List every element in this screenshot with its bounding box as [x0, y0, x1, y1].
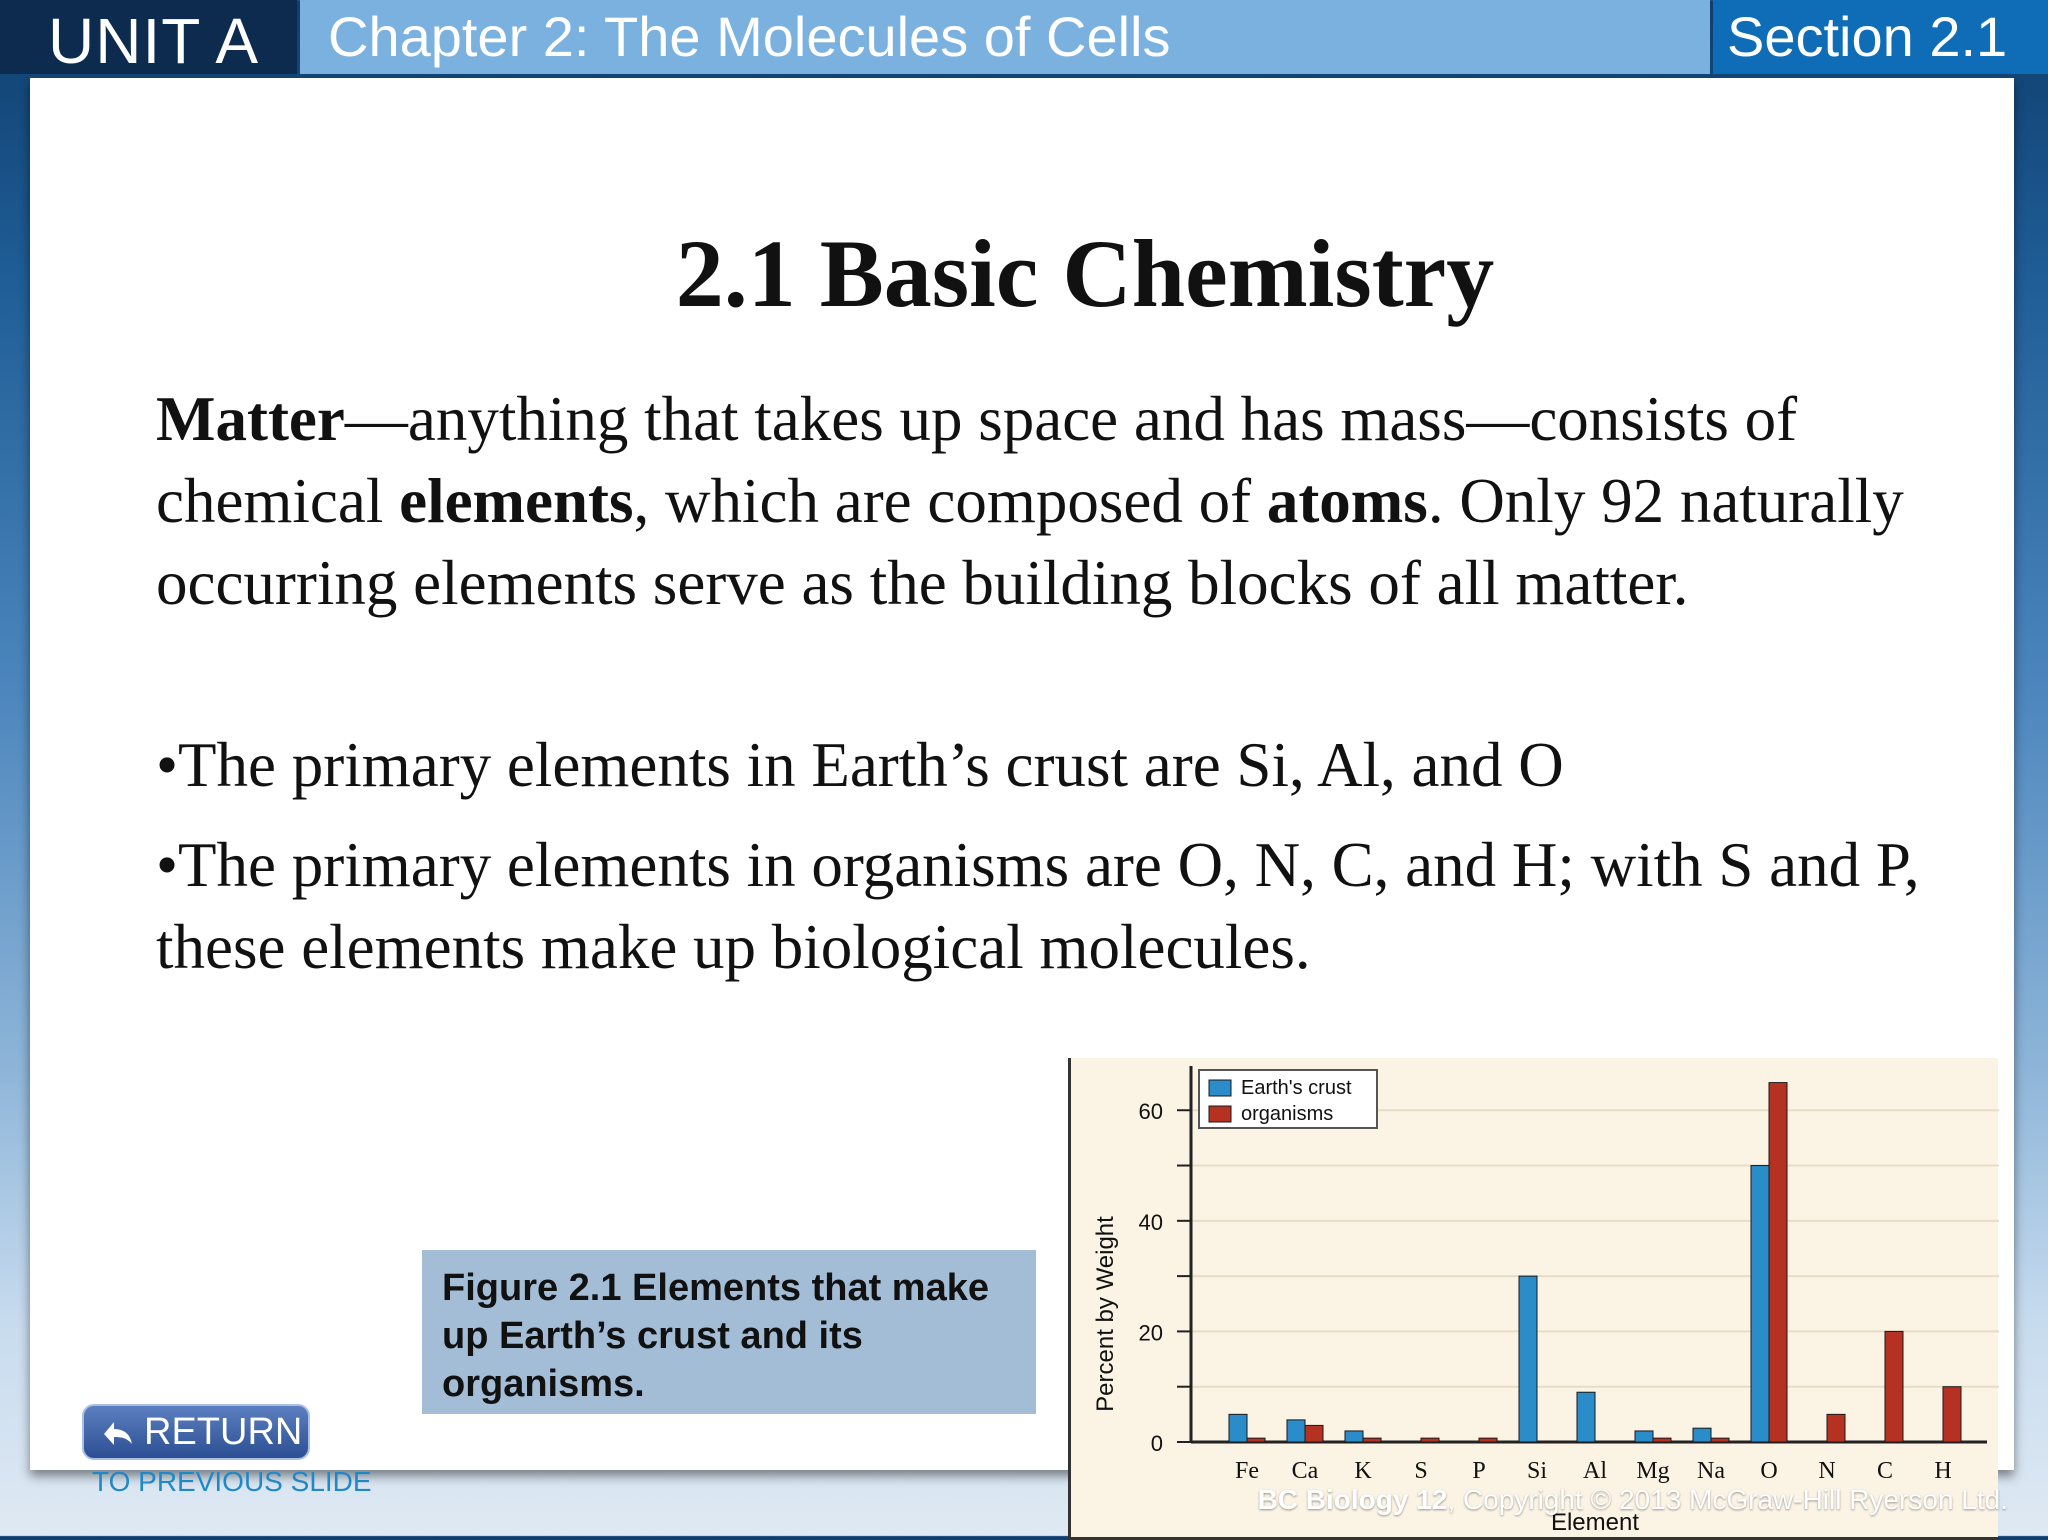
legend-label: Earth's crust	[1241, 1077, 1352, 1099]
bar-crust	[1345, 1431, 1363, 1442]
bar-organisms	[1363, 1438, 1381, 1442]
bar-crust	[1229, 1414, 1247, 1442]
term-atoms: atoms	[1266, 466, 1428, 536]
bar-crust	[1577, 1392, 1595, 1442]
x-tick-label: Fe	[1235, 1458, 1259, 1484]
y-tick-label: 40	[1138, 1209, 1163, 1235]
bar-organisms	[1247, 1438, 1265, 1442]
bullet-earth-crust: •The primary elements in Earth’s crust are Si, Al, and O	[156, 730, 1564, 800]
legend-swatch	[1209, 1080, 1231, 1096]
chapter-label: Chapter 2: The Molecules of Cells	[328, 5, 1171, 68]
x-tick-label: C	[1876, 1458, 1894, 1484]
bar-organisms	[1827, 1414, 1845, 1442]
bar-organisms	[1305, 1425, 1323, 1442]
bar-organisms	[1421, 1438, 1439, 1442]
definition-text-1: —anything that takes up space and has mass—consists of chemical	[156, 384, 1798, 536]
bar-crust	[1693, 1428, 1711, 1442]
term-elements: elements	[399, 466, 634, 536]
bar-crust	[1635, 1431, 1653, 1442]
definition-text-2: , which are composed of	[633, 466, 1267, 536]
y-tick-label: 0	[1150, 1431, 1163, 1456]
bar-crust	[1519, 1276, 1537, 1442]
copyright-footer	[1258, 1484, 2008, 1516]
footer-copyright: , Copyright © 2013 McGraw-Hill Ryerson Ltd.	[1447, 1484, 2008, 1515]
x-tick-label: Na	[1697, 1458, 1725, 1484]
slide-title: 2.1 Basic Chemistry	[675, 220, 1495, 327]
x-tick-label: N	[1818, 1458, 1836, 1484]
return-button-label: RETURN	[144, 1411, 303, 1453]
x-tick-label: S	[1414, 1458, 1428, 1484]
legend-label: organisms	[1241, 1103, 1334, 1125]
bar-organisms	[1769, 1083, 1787, 1442]
y-axis-label: Percent by Weight	[1092, 1216, 1119, 1412]
unit-label: UNIT A	[48, 5, 260, 77]
bar-organisms	[1885, 1331, 1903, 1442]
matter-definition-paragraph	[156, 378, 1956, 624]
x-tick-label: P	[1472, 1458, 1486, 1484]
return-arrow-icon	[98, 1414, 136, 1452]
legend-swatch	[1209, 1106, 1231, 1122]
footer-brand: BC Biology 12	[1257, 1484, 1448, 1515]
bar-organisms	[1479, 1438, 1497, 1442]
x-tick-label: Ca	[1291, 1458, 1319, 1484]
y-tick-label: 20	[1138, 1320, 1163, 1346]
definition-text-3: . Only 92 naturally occurring elements serve as the building blocks of all matter.	[156, 466, 1904, 618]
x-axis-label: Element	[1550, 1509, 1640, 1536]
slide-header	[0, 0, 2048, 77]
term-matter: Matter	[156, 384, 345, 454]
element-composition-chart	[1068, 1058, 1998, 1540]
section-label: Section 2.1	[1727, 5, 2008, 68]
bar-crust	[1751, 1166, 1769, 1442]
x-tick-label: K	[1354, 1458, 1372, 1484]
x-tick-label: O	[1760, 1458, 1778, 1484]
return-button[interactable]	[82, 1404, 310, 1460]
x-tick-label: Si	[1526, 1458, 1548, 1484]
x-tick-label: H	[1934, 1458, 1952, 1484]
return-sub-label: TO PREVIOUS SLIDE	[92, 1466, 372, 1497]
y-tick-label: 60	[1138, 1099, 1163, 1125]
bar-organisms	[1943, 1387, 1961, 1442]
bar-organisms	[1653, 1438, 1671, 1442]
chart-svg	[1071, 1058, 2001, 1540]
figure-caption: Figure 2.1 Elements that make up Earth’s crust and its organisms.	[422, 1250, 1036, 1414]
bar-organisms	[1711, 1438, 1729, 1442]
bar-crust	[1287, 1420, 1305, 1442]
x-tick-label: Al	[1583, 1458, 1607, 1484]
bullet-organisms: •The primary elements in organisms are O, N, C, and H; with S and P, these elements make up biological molecules.	[156, 830, 1920, 982]
x-tick-label: Mg	[1636, 1458, 1670, 1484]
